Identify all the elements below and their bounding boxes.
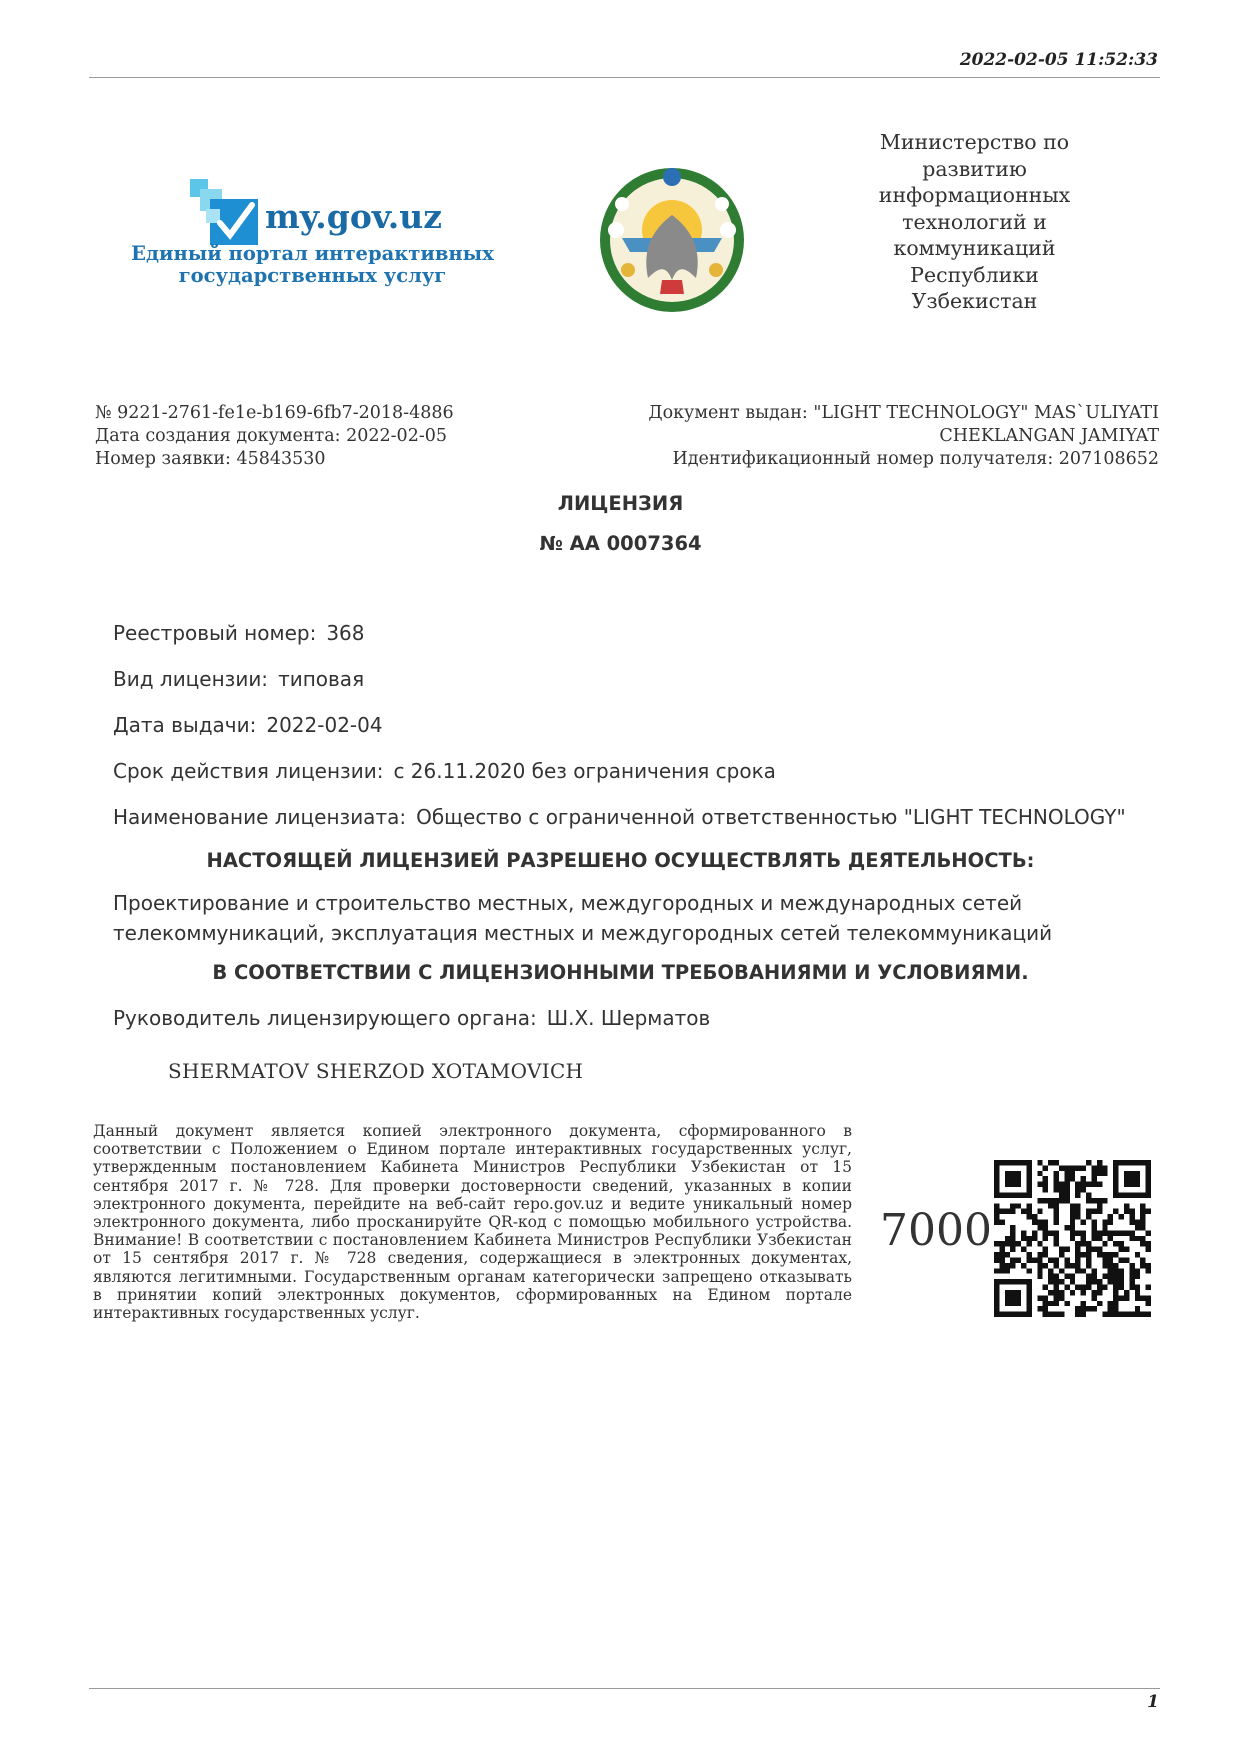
- field-issue-date: [113, 713, 383, 737]
- document-created-date: Дата создания документа: 2022-02-05: [95, 426, 448, 446]
- activity-line-2: телекоммуникаций, эксплуатация местных и междугородных сетей телекоммуникаций: [113, 921, 1053, 945]
- ministry-line-1: Министерство по: [879, 130, 1070, 154]
- field-license-type: [113, 667, 364, 691]
- bottom-divider: [89, 1688, 1160, 1689]
- request-number: Номер заявки: 45843530: [95, 449, 326, 469]
- legal-disclaimer: Данный документ является копией электронного документа, сформированного в соответствии с Положением о Едином портале интерактивных государственных услуг, утвержденным постановлением Кабинета Министров Республики Узбекистан от 15 сентября 2017 г. № 728. Для проверки достоверности сведений, указанных в копии электронного документа, перейдите на веб-сайт repo.gov.uz и ведите уникальный номер электронного документа, либо просканируйте QR-код с помощью мобильного устройства. Внимание! В соответствии с постановлением Кабинета Министров Республики Узбекистан от 15 сентября 2017 г. № 728 сведения, содержащиеся в электронных документах, являются легитимными. Государственным органам категорически запрещено отказывать в принятии копий электронных документов, сформированных на Едином портале интерактивных государственных услуг.: [93, 1122, 852, 1323]
- field-value: Общество с ограниченной ответственностью "LIGHT TECHNOLOGY": [416, 805, 1126, 829]
- recipient-meta: [599, 402, 1159, 471]
- logo-subtitle-line-1: Единый портал интерактивных: [131, 242, 494, 265]
- recipient-id: Идентификационный номер получателя: 207108652: [672, 449, 1159, 469]
- issued-to-line-2: CHEKLANGAN JAMIYAT: [939, 426, 1159, 446]
- field-value: 368: [326, 621, 365, 645]
- permitted-activity-text: [113, 888, 1113, 948]
- field-label: Наименование лицензиата:: [113, 805, 407, 829]
- head-label: Руководитель лицензирующего органа:: [113, 1006, 537, 1030]
- license-number: № АА 0007364: [539, 532, 702, 555]
- compliance-heading: В СООТВЕТСТВИИ С ЛИЦЕНЗИОННЫМИ ТРЕБОВАНИЯМИ И УСЛОВИЯМИ.: [212, 961, 1029, 984]
- ministry-line-7: Узбекистан: [911, 289, 1038, 313]
- field-label: Дата выдачи:: [113, 713, 257, 737]
- field-registry-number: [113, 621, 365, 645]
- document-number: № 9221-2761-fe1e-b169-6fb7-2018-4886: [95, 403, 454, 423]
- field-label: Реестровый номер:: [113, 621, 317, 645]
- signer-name: SHERMATOV SHERZOD XOTAMOVICH: [168, 1059, 584, 1083]
- licensing-authority-head: [113, 1006, 710, 1030]
- field-value: типовая: [278, 667, 365, 691]
- ministry-name: [862, 129, 1087, 315]
- permitted-activity-heading: НАСТОЯЩЕЙ ЛИЦЕНЗИЕЙ РАЗРЕШЕНО ОСУЩЕСТВЛЯТЬ ДЕЯТЕЛЬНОСТЬ:: [206, 849, 1035, 872]
- field-value: с 26.11.2020 без ограничения срока: [393, 759, 776, 783]
- mygov-logo-icon: [190, 179, 270, 251]
- field-licensee-name: [113, 805, 1126, 829]
- print-timestamp: 2022-02-05 11:52:33: [959, 50, 1158, 70]
- ministry-line-4: технологий и: [902, 209, 1047, 234]
- document-code: 7000: [880, 1205, 992, 1256]
- qr-code-icon: [994, 1160, 1151, 1317]
- state-emblem-icon: [592, 160, 752, 316]
- license-title: ЛИЦЕНЗИЯ: [557, 492, 684, 515]
- page-number: 1: [1147, 1692, 1159, 1712]
- ministry-line-6: Республики: [910, 262, 1039, 287]
- mygov-logo-text: my.gov.uz: [265, 197, 442, 236]
- ministry-line-2: развитию: [922, 156, 1027, 181]
- top-divider: [89, 77, 1160, 78]
- issued-to-line-1: Документ выдан: "LIGHT TECHNOLOGY" MAS`ULIYATI: [648, 403, 1159, 423]
- ministry-line-3: информационных: [878, 183, 1071, 207]
- field-label: Вид лицензии:: [113, 667, 269, 691]
- field-value: 2022-02-04: [266, 713, 383, 737]
- document-meta: [95, 402, 454, 471]
- field-label: Срок действия лицензии:: [113, 759, 384, 783]
- logo-subtitle-line-2: государственных услуг: [178, 264, 447, 287]
- activity-line-1: Проектирование и строительство местных, междугородных и международных сетей: [113, 891, 1023, 915]
- mygov-logo: [125, 175, 500, 295]
- mygov-logo-subtitle: [125, 243, 500, 287]
- head-value: Ш.Х. Шерматов: [546, 1006, 711, 1030]
- field-validity: [113, 759, 776, 783]
- ministry-line-5: коммуникаций: [893, 236, 1056, 260]
